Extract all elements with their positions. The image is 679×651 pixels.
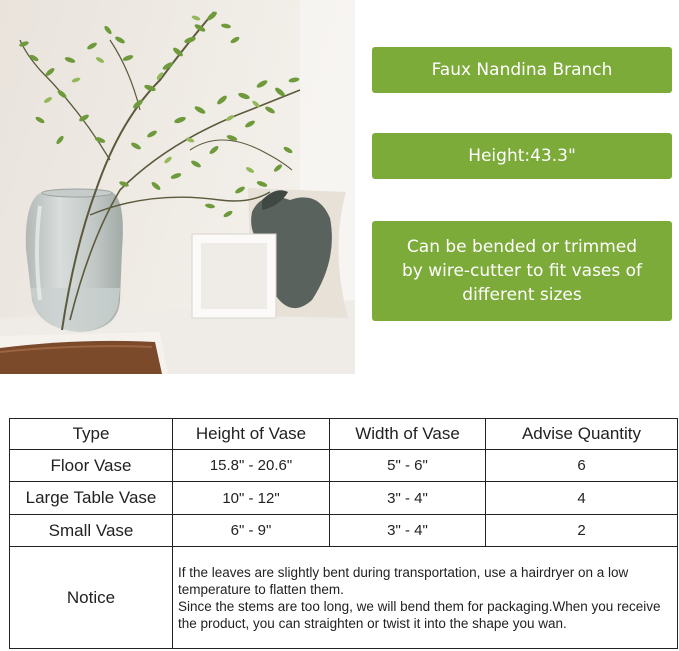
header-type: Type [10,419,173,450]
row-type: Floor Vase [10,450,173,482]
product-photo [0,0,355,374]
row-type: Large Table Vase [10,482,173,515]
row-height: 6" - 9" [173,515,330,547]
notice-line: If the leaves are slightly bent during transportation, use a hairdryer on a low temperature to flatten them. [178,564,629,597]
feature-text: Can be bended or trimmed by wire-cutter to fit vases of different sizes [401,237,643,305]
row-height: 15.8" - 20.6" [173,450,330,482]
row-quantity: 4 [486,482,678,515]
row-width: 3" - 4" [330,482,486,515]
height-badge [372,133,672,179]
row-quantity: 2 [486,515,678,547]
notice-label: Notice [10,547,173,649]
row-width: 5" - 6" [330,450,486,482]
product-name-badge [372,47,672,93]
height-text: Height:43.3" [468,146,576,166]
table-row [10,515,678,547]
row-quantity: 6 [486,450,678,482]
row-width: 3" - 4" [330,515,486,547]
feature-badge [372,221,672,321]
header-width: Width of Vase [330,419,486,450]
table-row [10,482,678,515]
vase-size-table [9,418,678,649]
table-header-row [10,419,678,450]
table-row [10,450,678,482]
notice-line: Since the stems are too long, we will bend them for packaging.When you receive the product, you can straighten or twist it into the shape you wan. [178,598,661,631]
notice-row [10,547,678,649]
row-height: 10" - 12" [173,482,330,515]
row-type: Small Vase [10,515,173,547]
notice-text [173,547,678,649]
header-quantity: Advise Quantity [486,419,678,450]
header-height: Height of Vase [173,419,330,450]
product-name-text: Faux Nandina Branch [431,60,613,80]
